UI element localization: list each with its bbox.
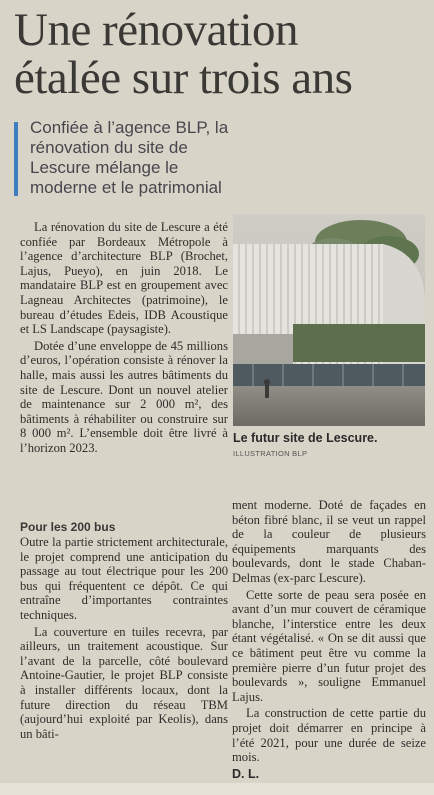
column-1-bottom [20,520,228,743]
subheading: Pour les 200 bus [20,520,116,534]
paragraph-6: Cette sorte de peau sera posée en avant d’un mur couvert de céramique blanche, l’interstice entre les deux étant végétalisé. « On se dit aussi que ce bâtiment peut être vu comme la première pierre d’un futur projet des boulevards », souligne Emmanuel Lajus. [232,587,426,704]
paragraph-2: Dotée d’une enveloppe de 45 millions d’euros, l’opération consiste à rénover la halle, mais aussi les autres bâtiments du site de Lescure. Dont un nouvel atelier de maintenance sur 2 000 m², des bâtiments à réhabiliter ou construire sur 8 000 m². L’ensemble doit être livré à l’horizon 2023. [20,338,228,455]
building-illustration-graphic [233,214,425,426]
paragraph-5: ment moderne. Doté de façades en béton fibré blanc, il se veut un rappel de la couleur de plusieurs équipements marquants des boulevards, dont le stade Chaban-Delmas (ex-parc Lescure). [232,498,426,585]
paragraph-3: Outre la partie strictement architecturale, le projet comprend une anticipation du passage au tout électrique pour les 200 bus qui fréquentent ce dépôt. Ce qui entraîne d’importantes contraintes techniques. [20,535,228,622]
photo-credit: ILLUSTRATION BLP [233,449,308,458]
headline-line-2: étalée sur trois ans [14,52,353,104]
headline [14,6,424,102]
paragraph-4: La couverture en tuiles recevra, par ailleurs, un traitement acoustique. Sur l’avant de la parcelle, côté boulevard Antoine-Gautier, le projet BLP consiste à installer différents locaux, dont la future direction du réseau TBM (aujourd’hui exploité par Keolis), dans un bâti- [20,624,228,741]
headline-line-1: Une rénovation [14,4,299,56]
paragraph-1: La rénovation du site de Lescure a été confiée par Bordeaux Métropole à l’agence d’architecture BLP (Brochet, Lajus, Pueyo), en juin 2018. Le mandataire BLP est en groupement avec Lagneau Architectes (patrimoine), le bureau d’études Edeis, IDB Acoustique et LS Landscape (paysagiste). [20,220,228,337]
paragraph-7: La construction de cette partie du projet doit démarrer en principe à l’été 2021, pour une durée de seize mois. [232,706,426,765]
author-signature: D. L. [232,766,260,781]
column-1-top [20,220,228,458]
deck-accent-rule [14,122,18,196]
column-2 [232,498,426,781]
building-illustration [233,214,425,426]
photo-caption: Le futur site de Lescure. [233,431,378,445]
deck: Confiée à l’agence BLP, la rénovation du site de Lescure mélange le moderne et le patrimonial [30,118,229,197]
page-bottom-strip [0,783,434,795]
